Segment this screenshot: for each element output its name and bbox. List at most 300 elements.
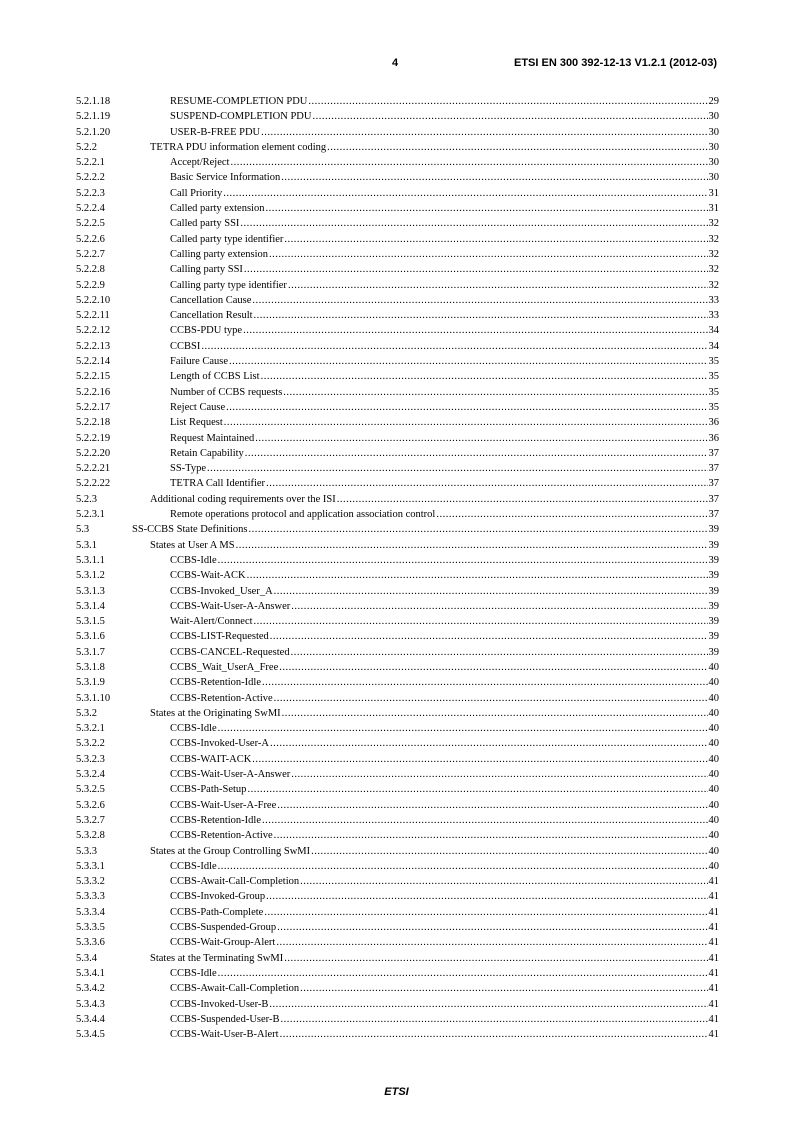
- page-number: 4: [392, 57, 399, 69]
- toc-section-number: 5.3.1.4: [76, 600, 105, 612]
- toc-dot-leader: [300, 981, 707, 996]
- toc-section-title: CCBS-Retention-Idle: [170, 814, 261, 826]
- toc-section-title: Calling party type identifier: [170, 279, 287, 291]
- toc-section-title: CCBS-Path-Complete: [170, 906, 264, 918]
- toc-section-title: CCBS-Retention-Idle: [170, 677, 261, 689]
- toc-entry[interactable]: [76, 584, 719, 599]
- toc-section-title: CCBS-Idle: [170, 554, 217, 566]
- toc-entry[interactable]: [76, 889, 719, 904]
- toc-section-title: CCBS-Invoked_User_A: [170, 585, 273, 597]
- toc-entry[interactable]: [76, 155, 719, 170]
- toc-dot-leader: [223, 186, 707, 201]
- toc-section-number: 5.2.2.18: [76, 417, 111, 429]
- toc-dot-leader: [255, 431, 707, 446]
- toc-dot-leader: [236, 538, 708, 553]
- toc-dot-leader: [291, 645, 708, 660]
- toc-entry[interactable]: [76, 94, 719, 109]
- page-footer: ETSI: [384, 1086, 409, 1098]
- toc-section-title: Called party SSI: [170, 218, 240, 230]
- toc-section-number: 5.2.2.16: [76, 386, 111, 398]
- toc-section-title: Calling party extension: [170, 248, 268, 260]
- toc-entry-body: [170, 109, 719, 124]
- toc-entry-body: [132, 522, 719, 537]
- toc-section-title: Number of CCBS requests: [170, 386, 283, 398]
- toc-page-number: 33: [708, 294, 719, 306]
- toc-entry[interactable]: [76, 170, 719, 185]
- toc-section-number: 5.2.2.15: [76, 371, 111, 383]
- toc-entry[interactable]: [76, 614, 719, 629]
- toc-section-number: 5.2.2.7: [76, 248, 105, 260]
- toc-entry-body: [170, 828, 719, 843]
- toc-page-number: 37: [708, 493, 719, 505]
- toc-section-number: 5.3.3.1: [76, 860, 105, 872]
- toc-entry[interactable]: [76, 415, 719, 430]
- toc-entry[interactable]: [76, 461, 719, 476]
- toc-page-number: 35: [708, 371, 719, 383]
- toc-entry-body: [170, 507, 719, 522]
- toc-entry[interactable]: [76, 186, 719, 201]
- toc-section-title: CCBS-LIST-Requested: [170, 631, 269, 643]
- toc-entry[interactable]: [76, 216, 719, 231]
- toc-entry-body: [170, 125, 719, 140]
- toc-dot-leader: [230, 155, 707, 170]
- toc-entry[interactable]: [76, 736, 719, 751]
- toc-page-number: 35: [708, 401, 719, 413]
- toc-dot-leader: [243, 323, 707, 338]
- toc-section-number: 5.3.3: [76, 845, 97, 857]
- toc-page-number: 32: [708, 248, 719, 260]
- toc-entry-body: [170, 369, 719, 384]
- toc-section-title: CCBS-Wait-User-A-Free: [170, 799, 277, 811]
- toc-page-number: 41: [708, 983, 719, 995]
- table-of-contents: [76, 94, 719, 1042]
- toc-page-number: 37: [708, 463, 719, 475]
- toc-entry[interactable]: [76, 905, 719, 920]
- toc-entry[interactable]: [76, 981, 719, 996]
- toc-entry-body: [170, 201, 719, 216]
- toc-entry-body: [170, 339, 719, 354]
- toc-dot-leader: [262, 813, 708, 828]
- toc-dot-leader: [284, 951, 707, 966]
- toc-entry[interactable]: [76, 522, 719, 537]
- toc-entry[interactable]: [76, 874, 719, 889]
- toc-entry[interactable]: [76, 935, 719, 950]
- toc-page-number: 36: [708, 432, 719, 444]
- toc-entry-body: [170, 782, 719, 797]
- toc-page-number: 35: [708, 386, 719, 398]
- toc-section-number: 5.3.1.9: [76, 677, 105, 689]
- toc-entry-body: [170, 629, 719, 644]
- toc-entry-body: [170, 935, 719, 950]
- toc-dot-leader: [269, 247, 708, 262]
- toc-entry-body: [170, 721, 719, 736]
- toc-entry[interactable]: [76, 966, 719, 981]
- toc-dot-leader: [201, 339, 707, 354]
- toc-entry-body: [170, 874, 719, 889]
- toc-entry-body: [170, 920, 719, 935]
- toc-entry-body: [170, 905, 719, 920]
- toc-section-title: TETRA Call Identifier: [170, 478, 266, 490]
- toc-dot-leader: [277, 920, 707, 935]
- toc-section-number: 5.3.1: [76, 539, 97, 551]
- toc-dot-leader: [254, 308, 708, 323]
- toc-page-number: 41: [708, 891, 719, 903]
- toc-page-number: 40: [708, 661, 719, 673]
- toc-entry[interactable]: [76, 247, 719, 262]
- toc-entry-body: [170, 584, 719, 599]
- toc-section-title: States at User A MS: [150, 539, 235, 551]
- toc-entry-body: [170, 415, 719, 430]
- toc-section-number: 5.3.1.10: [76, 692, 111, 704]
- toc-dot-leader: [337, 492, 708, 507]
- toc-entry-body: [170, 645, 719, 660]
- toc-section-title: CCBS-CANCEL-Requested: [170, 646, 290, 658]
- toc-dot-leader: [266, 476, 707, 491]
- toc-section-number: 5.2.2.17: [76, 401, 111, 413]
- toc-entry-body: [170, 813, 719, 828]
- toc-section-number: 5.2.2.12: [76, 325, 111, 337]
- toc-entry-body: [170, 568, 719, 583]
- toc-page-number: 37: [708, 447, 719, 459]
- toc-page-number: 41: [708, 1029, 719, 1041]
- toc-section-number: 5.2.2.5: [76, 218, 105, 230]
- toc-section-title: CCBSI: [170, 340, 201, 352]
- toc-dot-leader: [218, 859, 708, 874]
- toc-dot-leader: [311, 844, 707, 859]
- toc-entry-body: [170, 278, 719, 293]
- toc-page-number: 41: [708, 876, 719, 888]
- toc-page-number: 39: [708, 616, 719, 628]
- toc-section-number: 5.3.1.7: [76, 646, 105, 658]
- toc-section-number: 5.3.2.8: [76, 830, 105, 842]
- toc-section-title: CCBS-WAIT-ACK: [170, 753, 252, 765]
- toc-dot-leader: [277, 798, 707, 813]
- toc-section-number: 5.2.3: [76, 493, 97, 505]
- toc-page-number: 39: [708, 539, 719, 551]
- toc-section-number: 5.2.2.9: [76, 279, 105, 291]
- toc-entry-body: [170, 614, 719, 629]
- toc-entry[interactable]: [76, 323, 719, 338]
- toc-section-number: 5.3.3.4: [76, 906, 105, 918]
- toc-entry-body: [170, 889, 719, 904]
- toc-entry-body: [170, 354, 719, 369]
- toc-dot-leader: [229, 354, 707, 369]
- toc-entry[interactable]: [76, 782, 719, 797]
- toc-entry[interactable]: [76, 369, 719, 384]
- toc-dot-leader: [436, 507, 707, 522]
- toc-entry-body: [170, 216, 719, 231]
- toc-entry-body: [170, 232, 719, 247]
- toc-dot-leader: [274, 828, 708, 843]
- toc-entry[interactable]: [76, 997, 719, 1012]
- toc-section-title: CCBS-Wait-User-B-Alert: [170, 1029, 279, 1041]
- toc-section-number: 5.2.1.18: [76, 96, 111, 107]
- toc-page-number: 29: [708, 96, 719, 107]
- toc-entry[interactable]: [76, 1012, 719, 1027]
- toc-entry[interactable]: [76, 645, 719, 660]
- toc-entry[interactable]: [76, 553, 719, 568]
- toc-dot-leader: [288, 278, 708, 293]
- toc-section-number: 5.2.2.13: [76, 340, 111, 352]
- toc-dot-leader: [300, 874, 707, 889]
- toc-entry-body: [170, 660, 719, 675]
- toc-dot-leader: [226, 400, 707, 415]
- toc-page-number: 40: [708, 784, 719, 796]
- toc-section-number: 5.3.2: [76, 707, 97, 719]
- toc-dot-leader: [247, 782, 707, 797]
- toc-section-title: CCBS-Wait-ACK: [170, 570, 246, 582]
- toc-page-number: 32: [708, 279, 719, 291]
- toc-dot-leader: [280, 1027, 708, 1042]
- toc-entry[interactable]: [76, 675, 719, 690]
- toc-section-title: RESUME-COMPLETION PDU: [170, 96, 308, 107]
- toc-page-number: 40: [708, 845, 719, 857]
- toc-section-number: 5.3.2.6: [76, 799, 105, 811]
- toc-entry[interactable]: [76, 844, 719, 859]
- toc-entry[interactable]: [76, 798, 719, 813]
- toc-entry-body: [150, 706, 719, 721]
- toc-dot-leader: [218, 721, 708, 736]
- toc-section-title: CCBS-Path-Setup: [170, 784, 247, 796]
- toc-section-title: Additional coding requirements over the ISI: [150, 493, 336, 505]
- toc-dot-leader: [269, 997, 707, 1012]
- toc-entry[interactable]: [76, 813, 719, 828]
- toc-section-title: Calling party SSI: [170, 264, 243, 276]
- toc-section-title: SUSPEND-COMPLETION PDU: [170, 111, 312, 123]
- toc-entry-body: [170, 752, 719, 767]
- toc-section-title: CCBS-Wait-Group-Alert: [170, 937, 276, 949]
- toc-page-number: 39: [708, 646, 719, 658]
- toc-page-number: 41: [708, 952, 719, 964]
- toc-entry[interactable]: [76, 476, 719, 491]
- toc-entry[interactable]: [76, 1027, 719, 1042]
- toc-section-title: Call Priority: [170, 187, 223, 199]
- toc-entry[interactable]: [76, 706, 719, 721]
- toc-section-title: Request Maintained: [170, 432, 255, 444]
- toc-entry-body: [170, 476, 719, 491]
- toc-dot-leader: [270, 736, 708, 751]
- toc-section-number: 5.2.2.3: [76, 187, 105, 199]
- toc-section-title: States at the Terminating SwMI: [150, 952, 284, 964]
- toc-dot-leader: [218, 966, 708, 981]
- toc-entry[interactable]: [76, 262, 719, 277]
- toc-section-number: 5.3.1.8: [76, 661, 105, 673]
- toc-dot-leader: [264, 905, 707, 920]
- toc-page-number: 41: [708, 937, 719, 949]
- toc-section-number: 5.3.3.5: [76, 922, 105, 934]
- toc-entry[interactable]: [76, 599, 719, 614]
- toc-entry[interactable]: [76, 339, 719, 354]
- toc-section-number: 5.3.2.2: [76, 738, 105, 750]
- toc-entry[interactable]: [76, 109, 719, 124]
- toc-entry-body: [170, 94, 719, 109]
- toc-entry[interactable]: [76, 125, 719, 140]
- toc-entry-body: [170, 981, 719, 996]
- toc-entry-body: [170, 400, 719, 415]
- toc-entry[interactable]: [76, 951, 719, 966]
- toc-section-number: 5.3.3.6: [76, 937, 105, 949]
- toc-dot-leader: [261, 369, 708, 384]
- toc-dot-leader: [312, 109, 707, 124]
- toc-entry[interactable]: [76, 201, 719, 216]
- toc-page-number: 32: [708, 264, 719, 276]
- toc-entry-body: [170, 675, 719, 690]
- toc-section-number: 5.3.2.3: [76, 753, 105, 765]
- toc-page-number: 41: [708, 906, 719, 918]
- toc-page-number: 34: [708, 325, 719, 337]
- toc-entry[interactable]: [76, 538, 719, 553]
- toc-entry[interactable]: [76, 752, 719, 767]
- toc-dot-leader: [254, 614, 708, 629]
- toc-section-number: 5.3.4.4: [76, 1013, 105, 1025]
- toc-entry[interactable]: [76, 828, 719, 843]
- toc-dot-leader: [265, 201, 707, 216]
- toc-dot-leader: [274, 584, 708, 599]
- toc-section-number: 5.2.3.1: [76, 509, 105, 521]
- toc-dot-leader: [244, 262, 708, 277]
- toc-section-title: List Request: [170, 417, 223, 429]
- toc-section-number: 5.3.4.3: [76, 998, 105, 1010]
- toc-page-number: 31: [708, 187, 719, 199]
- toc-page-number: 40: [708, 707, 719, 719]
- toc-section-number: 5.3.3.2: [76, 876, 105, 888]
- toc-page-number: 32: [708, 233, 719, 245]
- toc-section-number: 5.2.2.21: [76, 463, 111, 475]
- document-id: ETSI EN 300 392-12-13 V1.2.1 (2012-03): [513, 57, 717, 69]
- toc-section-title: Length of CCBS List: [170, 371, 260, 383]
- toc-entry[interactable]: [76, 507, 719, 522]
- toc-dot-leader: [262, 675, 708, 690]
- toc-page-number: 30: [708, 157, 719, 169]
- toc-entry[interactable]: [76, 278, 719, 293]
- toc-page-number: 30: [708, 111, 719, 123]
- toc-entry-body: [170, 431, 719, 446]
- toc-entry[interactable]: [76, 721, 719, 736]
- toc-dot-leader: [252, 293, 707, 308]
- page-header: [0, 57, 793, 73]
- toc-page-number: 41: [708, 1013, 719, 1025]
- toc-section-title: CCBS-Suspended-User-B: [170, 1013, 280, 1025]
- toc-dot-leader: [247, 568, 708, 583]
- toc-dot-leader: [283, 385, 707, 400]
- toc-dot-leader: [207, 461, 707, 476]
- toc-section-title: Cancellation Result: [170, 310, 253, 322]
- toc-entry[interactable]: [76, 140, 719, 155]
- toc-entry-body: [170, 767, 719, 782]
- toc-entry[interactable]: [76, 660, 719, 675]
- toc-section-title: USER-B-FREE PDU: [170, 126, 261, 138]
- toc-section-title: States at the Originating SwMI: [150, 707, 281, 719]
- toc-entry-body: [170, 262, 719, 277]
- toc-section-title: Reject Cause: [170, 401, 226, 413]
- toc-page-number: 36: [708, 417, 719, 429]
- toc-page-number: 40: [708, 723, 719, 735]
- toc-page-number: 40: [708, 738, 719, 750]
- toc-entry[interactable]: [76, 293, 719, 308]
- toc-entry-body: [170, 461, 719, 476]
- toc-entry[interactable]: [76, 767, 719, 782]
- toc-entry[interactable]: [76, 385, 719, 400]
- toc-dot-leader: [240, 216, 707, 231]
- toc-page-number: 41: [708, 967, 719, 979]
- toc-entry[interactable]: [76, 568, 719, 583]
- toc-entry-body: [170, 446, 719, 461]
- toc-page-number: 41: [708, 998, 719, 1010]
- toc-section-number: 5.2.2.14: [76, 356, 111, 368]
- toc-dot-leader: [249, 522, 708, 537]
- toc-section-title: CCBS-Await-Call-Completion: [170, 983, 300, 995]
- toc-dot-leader: [274, 691, 708, 706]
- toc-entry-body: [170, 323, 719, 338]
- toc-dot-leader: [327, 140, 707, 155]
- toc-page-number: 37: [708, 509, 719, 521]
- toc-page-number: 40: [708, 692, 719, 704]
- toc-section-number: 5.3.1.3: [76, 585, 105, 597]
- toc-page-number: 40: [708, 769, 719, 781]
- toc-section-title: CCBS-Invoked-User-A: [170, 738, 269, 750]
- toc-entry[interactable]: [76, 859, 719, 874]
- toc-page-number: 34: [708, 340, 719, 352]
- toc-dot-leader: [291, 767, 707, 782]
- toc-entry[interactable]: [76, 232, 719, 247]
- toc-page-number: 39: [708, 600, 719, 612]
- toc-section-number: 5.2.2.11: [76, 310, 110, 322]
- toc-entry[interactable]: [76, 431, 719, 446]
- toc-section-title: Remote operations protocol and application association control: [170, 509, 436, 521]
- toc-dot-leader: [282, 706, 708, 721]
- toc-entry[interactable]: [76, 691, 719, 706]
- toc-dot-leader: [266, 889, 707, 904]
- toc-entry[interactable]: [76, 354, 719, 369]
- toc-page-number: 40: [708, 677, 719, 689]
- toc-section-number: 5.3.2.7: [76, 814, 105, 826]
- toc-entry-body: [170, 691, 719, 706]
- toc-page-number: 39: [708, 524, 719, 536]
- toc-section-title: CCBS-Suspended-Group: [170, 922, 277, 934]
- toc-page-number: 40: [708, 860, 719, 872]
- toc-dot-leader: [280, 1012, 707, 1027]
- toc-dot-leader: [279, 660, 707, 675]
- toc-section-number: 5.3.1.6: [76, 631, 105, 643]
- toc-section-number: 5.3.2.4: [76, 769, 105, 781]
- toc-entry-body: [170, 1012, 719, 1027]
- toc-section-title: CCBS-Idle: [170, 967, 217, 979]
- toc-section-title: CCBS-Retention-Active: [170, 692, 273, 704]
- toc-entry[interactable]: [76, 400, 719, 415]
- toc-entry-body: [170, 170, 719, 185]
- toc-page-number: 40: [708, 799, 719, 811]
- toc-page-number: 39: [708, 570, 719, 582]
- toc-dot-leader: [224, 415, 708, 430]
- toc-section-number: 5.3.1.2: [76, 570, 105, 582]
- toc-page-number: 39: [708, 631, 719, 643]
- toc-section-number: 5.2.2.2: [76, 172, 105, 184]
- toc-section-number: 5.2.2.20: [76, 447, 111, 459]
- toc-entry-body: [170, 798, 719, 813]
- toc-page-number: 31: [708, 203, 719, 215]
- toc-entry[interactable]: [76, 629, 719, 644]
- toc-dot-leader: [252, 752, 707, 767]
- toc-page-number: 35: [708, 356, 719, 368]
- toc-entry[interactable]: [76, 492, 719, 507]
- toc-entry-body: [170, 966, 719, 981]
- toc-entry-body: [170, 385, 719, 400]
- toc-page-number: 39: [708, 554, 719, 566]
- toc-entry[interactable]: [76, 446, 719, 461]
- toc-entry[interactable]: [76, 308, 719, 323]
- toc-entry[interactable]: [76, 920, 719, 935]
- toc-section-title: CCBS-Retention-Active: [170, 830, 273, 842]
